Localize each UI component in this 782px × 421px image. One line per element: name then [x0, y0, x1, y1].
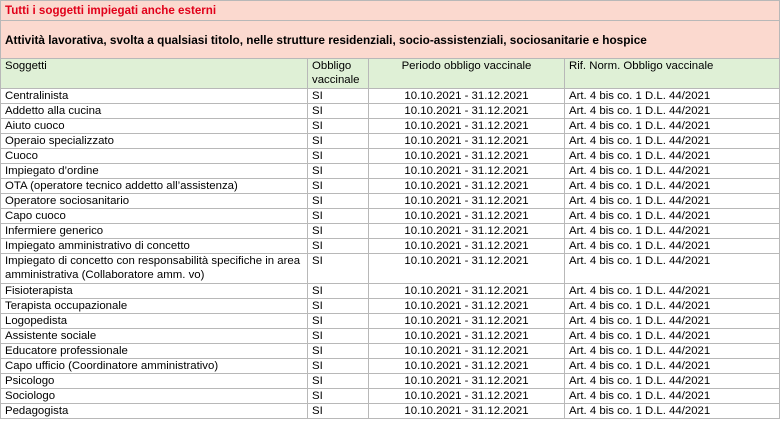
- cell-obbligo: SI: [308, 164, 369, 179]
- cell-periodo: 10.10.2021 - 31.12.2021: [369, 179, 565, 194]
- cell-soggetto: Logopedista: [1, 314, 308, 329]
- page-title: Tutti i soggetti impiegati anche esterni: [1, 1, 780, 21]
- cell-rif: Art. 4 bis co. 1 D.L. 44/2021: [565, 164, 780, 179]
- table-row: [1, 179, 780, 194]
- table-row: [1, 284, 780, 299]
- table-row: [1, 104, 780, 119]
- header-title-row: [1, 1, 780, 21]
- cell-periodo: 10.10.2021 - 31.12.2021: [369, 344, 565, 359]
- cell-periodo: 10.10.2021 - 31.12.2021: [369, 119, 565, 134]
- cell-rif: Art. 4 bis co. 1 D.L. 44/2021: [565, 374, 780, 389]
- cell-periodo: 10.10.2021 - 31.12.2021: [369, 329, 565, 344]
- cell-periodo: 10.10.2021 - 31.12.2021: [369, 284, 565, 299]
- table-row: [1, 149, 780, 164]
- table-row: [1, 359, 780, 374]
- cell-rif: Art. 4 bis co. 1 D.L. 44/2021: [565, 314, 780, 329]
- cell-obbligo: SI: [308, 239, 369, 254]
- cell-soggetto: Impiegato d’ordine: [1, 164, 308, 179]
- cell-obbligo: SI: [308, 134, 369, 149]
- cell-obbligo: SI: [308, 179, 369, 194]
- cell-rif: Art. 4 bis co. 1 D.L. 44/2021: [565, 299, 780, 314]
- table-row: [1, 194, 780, 209]
- table-row: [1, 209, 780, 224]
- cell-soggetto: Cuoco: [1, 149, 308, 164]
- cell-soggetto: Impiegato di concetto con responsabilità specifiche in area amministrativa (Collaboratore amm. vo): [1, 254, 308, 284]
- column-header-periodo: Periodo obbligo vaccinale: [369, 59, 565, 89]
- cell-obbligo: SI: [308, 329, 369, 344]
- cell-rif: Art. 4 bis co. 1 D.L. 44/2021: [565, 329, 780, 344]
- table-row: [1, 389, 780, 404]
- cell-obbligo: SI: [308, 209, 369, 224]
- cell-rif: Art. 4 bis co. 1 D.L. 44/2021: [565, 209, 780, 224]
- table-row: [1, 164, 780, 179]
- table-row: [1, 224, 780, 239]
- cell-soggetto: Pedagogista: [1, 404, 308, 419]
- cell-soggetto: Operaio specializzato: [1, 134, 308, 149]
- table-row: [1, 239, 780, 254]
- cell-soggetto: Centralinista: [1, 89, 308, 104]
- cell-obbligo: SI: [308, 254, 369, 284]
- cell-periodo: 10.10.2021 - 31.12.2021: [369, 389, 565, 404]
- cell-obbligo: SI: [308, 389, 369, 404]
- cell-periodo: 10.10.2021 - 31.12.2021: [369, 314, 565, 329]
- cell-rif: Art. 4 bis co. 1 D.L. 44/2021: [565, 104, 780, 119]
- cell-rif: Art. 4 bis co. 1 D.L. 44/2021: [565, 224, 780, 239]
- cell-periodo: 10.10.2021 - 31.12.2021: [369, 359, 565, 374]
- cell-rif: Art. 4 bis co. 1 D.L. 44/2021: [565, 179, 780, 194]
- cell-obbligo: SI: [308, 314, 369, 329]
- column-header-row: [1, 59, 780, 89]
- header-subtitle-row: [1, 21, 780, 59]
- cell-soggetto: Sociologo: [1, 389, 308, 404]
- cell-periodo: 10.10.2021 - 31.12.2021: [369, 254, 565, 284]
- table-row: [1, 254, 780, 284]
- cell-rif: Art. 4 bis co. 1 D.L. 44/2021: [565, 344, 780, 359]
- cell-rif: Art. 4 bis co. 1 D.L. 44/2021: [565, 239, 780, 254]
- cell-periodo: 10.10.2021 - 31.12.2021: [369, 209, 565, 224]
- cell-soggetto: Assistente sociale: [1, 329, 308, 344]
- cell-rif: Art. 4 bis co. 1 D.L. 44/2021: [565, 149, 780, 164]
- cell-rif: Art. 4 bis co. 1 D.L. 44/2021: [565, 404, 780, 419]
- cell-obbligo: SI: [308, 194, 369, 209]
- cell-periodo: 10.10.2021 - 31.12.2021: [369, 404, 565, 419]
- cell-periodo: 10.10.2021 - 31.12.2021: [369, 299, 565, 314]
- table-row: [1, 89, 780, 104]
- cell-obbligo: SI: [308, 104, 369, 119]
- cell-obbligo: SI: [308, 404, 369, 419]
- table-row: [1, 344, 780, 359]
- column-header-obbligo-line2: vaccinale: [312, 74, 360, 86]
- cell-soggetto: Addetto alla cucina: [1, 104, 308, 119]
- cell-soggetto: Operatore sociosanitario: [1, 194, 308, 209]
- cell-rif: Art. 4 bis co. 1 D.L. 44/2021: [565, 134, 780, 149]
- cell-obbligo: SI: [308, 224, 369, 239]
- cell-periodo: 10.10.2021 - 31.12.2021: [369, 374, 565, 389]
- cell-soggetto: Educatore professionale: [1, 344, 308, 359]
- cell-obbligo: SI: [308, 359, 369, 374]
- cell-rif: Art. 4 bis co. 1 D.L. 44/2021: [565, 89, 780, 104]
- page-subtitle: Attività lavorativa, svolta a qualsiasi titolo, nelle strutture residenziali, socio-assistenziali, sociosanitarie e hospice: [1, 21, 780, 59]
- column-header-obbligo: [308, 59, 369, 89]
- table-row: [1, 299, 780, 314]
- cell-obbligo: SI: [308, 149, 369, 164]
- cell-periodo: 10.10.2021 - 31.12.2021: [369, 134, 565, 149]
- cell-rif: Art. 4 bis co. 1 D.L. 44/2021: [565, 119, 780, 134]
- table-row: [1, 314, 780, 329]
- cell-soggetto: OTA (operatore tecnico addetto all’assistenza): [1, 179, 308, 194]
- cell-soggetto: Capo cuoco: [1, 209, 308, 224]
- cell-rif: Art. 4 bis co. 1 D.L. 44/2021: [565, 284, 780, 299]
- cell-periodo: 10.10.2021 - 31.12.2021: [369, 164, 565, 179]
- cell-periodo: 10.10.2021 - 31.12.2021: [369, 149, 565, 164]
- cell-periodo: 10.10.2021 - 31.12.2021: [369, 194, 565, 209]
- cell-soggetto: Aiuto cuoco: [1, 119, 308, 134]
- cell-periodo: 10.10.2021 - 31.12.2021: [369, 104, 565, 119]
- cell-soggetto: Psicologo: [1, 374, 308, 389]
- cell-soggetto: Terapista occupazionale: [1, 299, 308, 314]
- column-header-rif: Rif. Norm. Obbligo vaccinale: [565, 59, 780, 89]
- cell-rif: Art. 4 bis co. 1 D.L. 44/2021: [565, 194, 780, 209]
- cell-rif: Art. 4 bis co. 1 D.L. 44/2021: [565, 359, 780, 374]
- column-header-obbligo-line1: Obbligo: [312, 60, 352, 72]
- column-header-soggetti: Soggetti: [1, 59, 308, 89]
- cell-obbligo: SI: [308, 299, 369, 314]
- cell-rif: Art. 4 bis co. 1 D.L. 44/2021: [565, 254, 780, 284]
- table-row: [1, 374, 780, 389]
- cell-rif: Art. 4 bis co. 1 D.L. 44/2021: [565, 389, 780, 404]
- cell-obbligo: SI: [308, 119, 369, 134]
- cell-obbligo: SI: [308, 284, 369, 299]
- table-row: [1, 134, 780, 149]
- cell-soggetto: Impiegato amministrativo di concetto: [1, 239, 308, 254]
- cell-periodo: 10.10.2021 - 31.12.2021: [369, 224, 565, 239]
- table-row: [1, 404, 780, 419]
- table-row: [1, 119, 780, 134]
- cell-soggetto: Capo ufficio (Coordinatore amministrativo): [1, 359, 308, 374]
- cell-obbligo: SI: [308, 344, 369, 359]
- cell-soggetto: Infermiere generico: [1, 224, 308, 239]
- cell-obbligo: SI: [308, 89, 369, 104]
- cell-periodo: 10.10.2021 - 31.12.2021: [369, 239, 565, 254]
- cell-periodo: 10.10.2021 - 31.12.2021: [369, 89, 565, 104]
- cell-obbligo: SI: [308, 374, 369, 389]
- table-row: [1, 329, 780, 344]
- cell-soggetto: Fisioterapista: [1, 284, 308, 299]
